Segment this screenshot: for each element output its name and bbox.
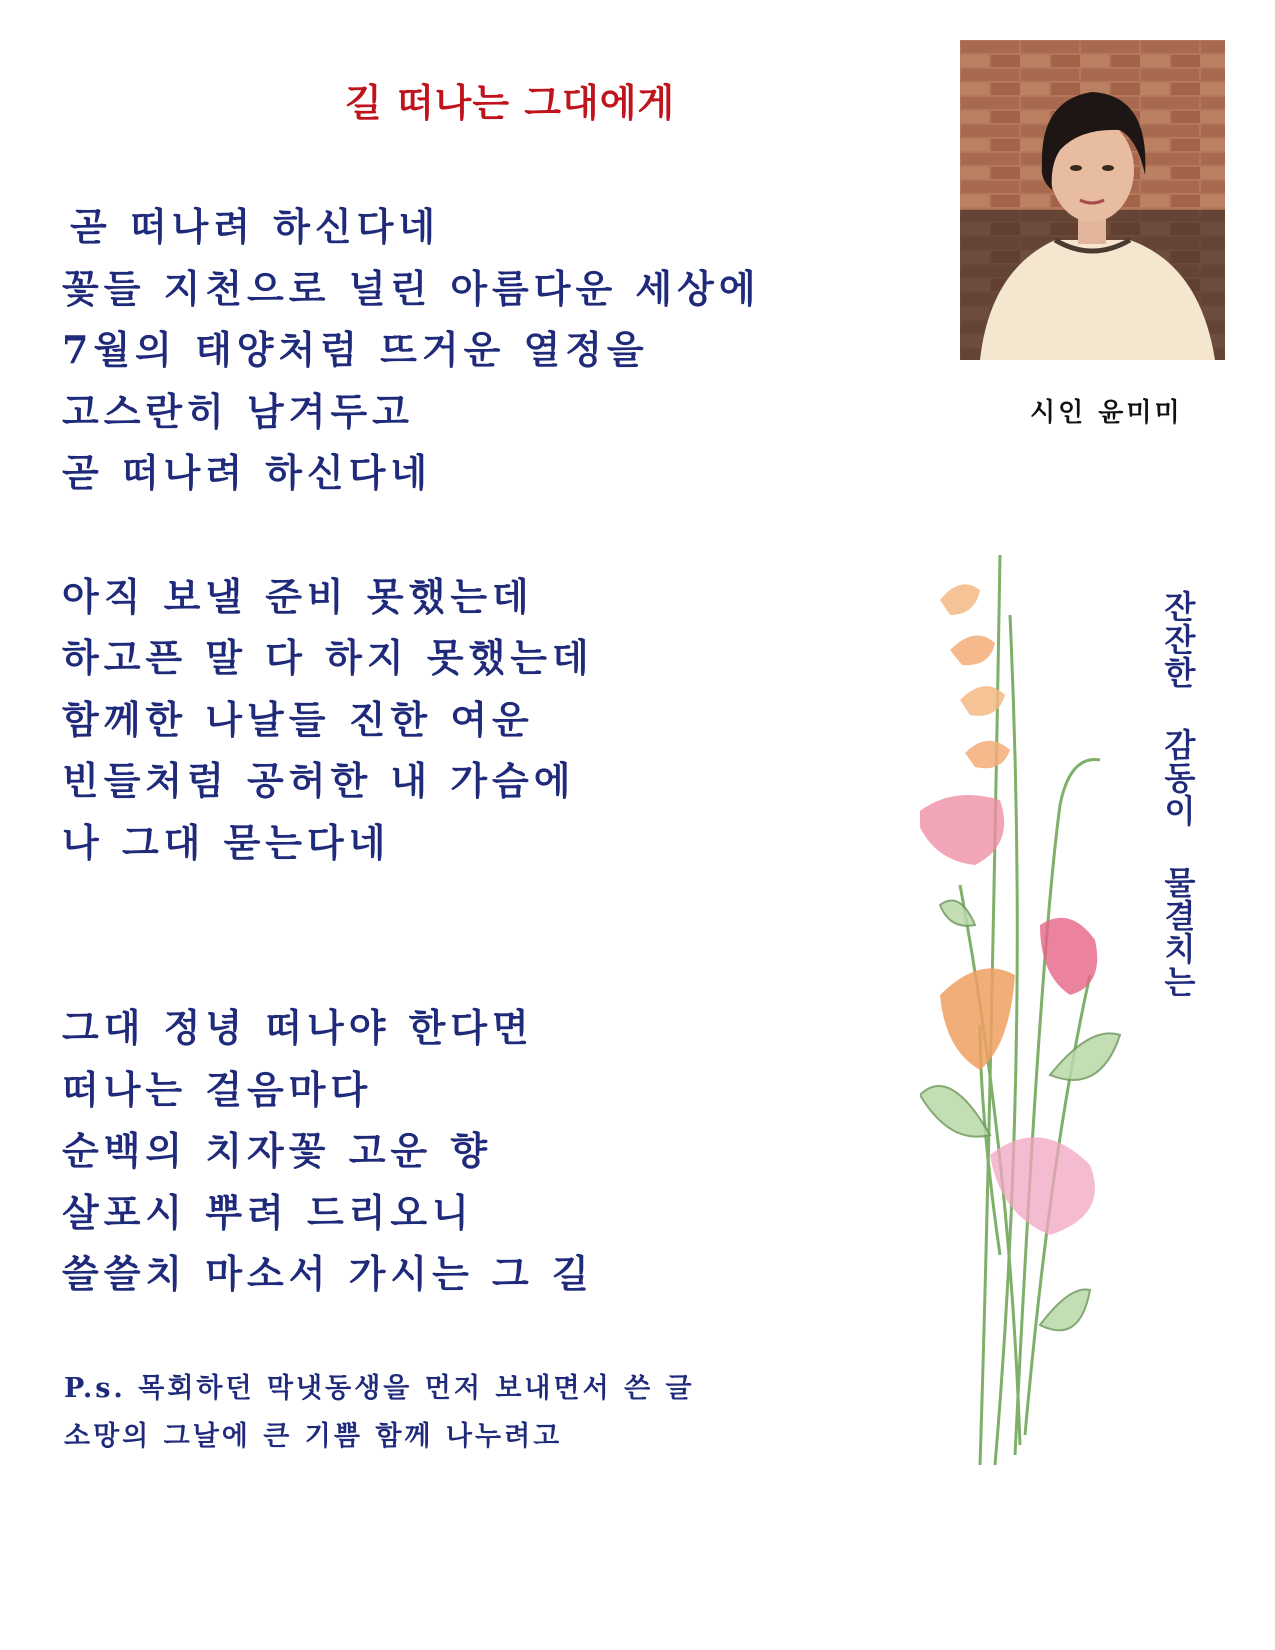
portrait-illustration: [960, 40, 1225, 360]
vertical-tagline: 잔잔한 감동이 물결치는: [1159, 590, 1197, 998]
orange-flower: [940, 968, 1015, 1070]
poem-line: 하고픈 말 다 하지 못했는데: [62, 635, 594, 680]
poem-line: 고스란히 남겨두고: [62, 388, 414, 434]
poem-line: 쓸쓸치 마소서 가시는 그 길: [62, 1251, 594, 1296]
postscript-line: P.s. 목회하던 막냇동생을 먼저 보내면서 쓴 글: [64, 1373, 695, 1404]
flower-bouquet-illustration: [920, 555, 1170, 1535]
poem-line: 곧 떠나려 하신다네: [70, 204, 441, 249]
poem-line: 그대 정녕 떠나야 한다면: [62, 1005, 534, 1050]
poem-line: 7월의 태양처럼 뜨거운 열정을: [62, 327, 649, 372]
poet-caption: 시인 윤미미: [1030, 398, 1183, 428]
poem-title: 길 떠나는 그대에게: [345, 81, 676, 125]
poem-line: 꽃들 지천으로 널린 아름다운 세상에: [62, 265, 761, 311]
poem-body: [62, 196, 822, 1305]
postscript-line: 소망의 그날에 큰 기쁨 함께 나누려고: [64, 1421, 563, 1452]
poem-line: 살포시 뿌려 드리오니: [62, 1189, 474, 1235]
portrait-photo: [960, 40, 1225, 360]
poem-line: 곧 떠나려 하신다네: [62, 450, 433, 495]
stanza-3: [62, 997, 822, 1305]
stanza-1: [62, 196, 822, 504]
poem-line: 나 그대 묻는다네: [62, 819, 391, 865]
stanza-2: [62, 566, 822, 874]
poem-line: 아직 보낼 준비 못했는데: [62, 573, 534, 619]
poem-line: 떠나는 걸음마다: [62, 1066, 373, 1112]
poem-line: 순백의 치자꽃 고운 향: [62, 1128, 493, 1173]
postscript: [64, 1365, 784, 1461]
poem-line: 빈들처럼 공허한 내 가슴에: [62, 758, 576, 803]
poem-line: 함께한 나날들 진한 여운: [62, 696, 534, 742]
